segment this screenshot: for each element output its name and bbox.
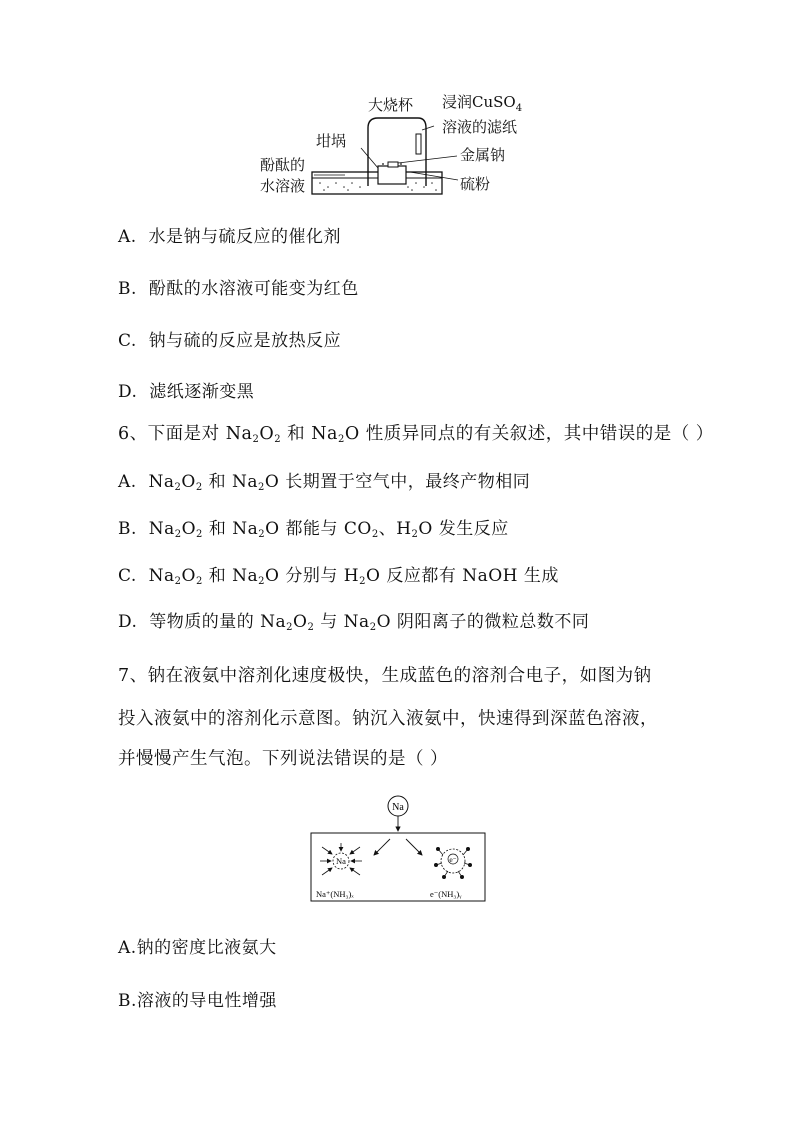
- q6-option-b: B. $Na_2O_2$ 和 $Na_2O$ 都能与 $CO_2$、$H_2O$ 发生反应: [118, 519, 509, 540]
- sodium-label: 金属钠: [460, 146, 506, 164]
- q7-stem-line1: 7、钠在液氨中溶剂化速度极快，生成蓝色的溶剂合电子，如图为钠: [118, 666, 652, 686]
- q6-option-c: C. $Na_2O_2$ 和 $Na_2O$ 分别与 $H_2O$ 反应都有 NaOH 生成: [118, 566, 559, 587]
- apparatus-figure: [250, 90, 550, 205]
- svg-text:Na: Na: [336, 856, 346, 866]
- svg-text:e⁻: e⁻: [449, 855, 457, 864]
- phenol-label-line1: 酚酞的: [260, 156, 306, 174]
- q7-option-a: A.钠的密度比液氨大: [118, 938, 277, 958]
- solvation-figure: [308, 793, 488, 905]
- q5-option-b: B. 酚酞的水溶液可能变为红色: [118, 279, 359, 299]
- phenol-label-line2: 水溶液: [260, 177, 306, 195]
- q6-option-d: D. 等物质的量的 $Na_2O_2$ 与 $Na_2O$ 阴阳离子的微粒总数不同: [118, 612, 590, 633]
- q6-option-a: A. $Na_2O_2$ 和 $Na_2O$ 长期置于空气中，最终产物相同: [118, 472, 531, 493]
- left-caption: Na⁺(NH₃)ₓ: [316, 889, 354, 899]
- q5-option-d: D. 滤纸逐渐变黑: [118, 382, 255, 402]
- q7-option-b: B.溶液的导电性增强: [118, 991, 277, 1011]
- sodium-atom-label: Na: [392, 802, 404, 813]
- q5-option-c: C. 钠与硫的反应是放热反应: [118, 331, 342, 351]
- paper-label-line2: 溶液的滤纸: [442, 118, 518, 136]
- crucible: [378, 166, 406, 184]
- q5-option-a: A. 水是钠与硫反应的催化剂: [118, 227, 341, 247]
- sodium-piece: [388, 162, 398, 167]
- paper-label-line1: 浸润CuSO$_4$: [442, 93, 523, 114]
- q6-stem: 6、下面是对 $Na_2O_2$ 和 $Na_2O$ 性质异同点的有关叙述，其中错误的是（ ）: [118, 424, 714, 445]
- q7-stem-line3: 并慢慢产生气泡。下列说法错误的是（ ）: [118, 749, 449, 769]
- crucible-label: 坩埚: [316, 132, 347, 150]
- beaker-label: 大烧杯: [368, 96, 414, 114]
- solvated-electron: [434, 847, 472, 879]
- filter-paper: [416, 134, 421, 154]
- solvated-sodium-cation: [320, 843, 362, 875]
- sulfur-label: 硫粉: [460, 175, 491, 193]
- q7-stem-line2: 投入液氨中的溶剂化示意图。钠沉入液氨中，快速得到深蓝色溶液，: [118, 709, 658, 729]
- right-caption: e⁻(NH₃)ᵧ: [430, 889, 462, 899]
